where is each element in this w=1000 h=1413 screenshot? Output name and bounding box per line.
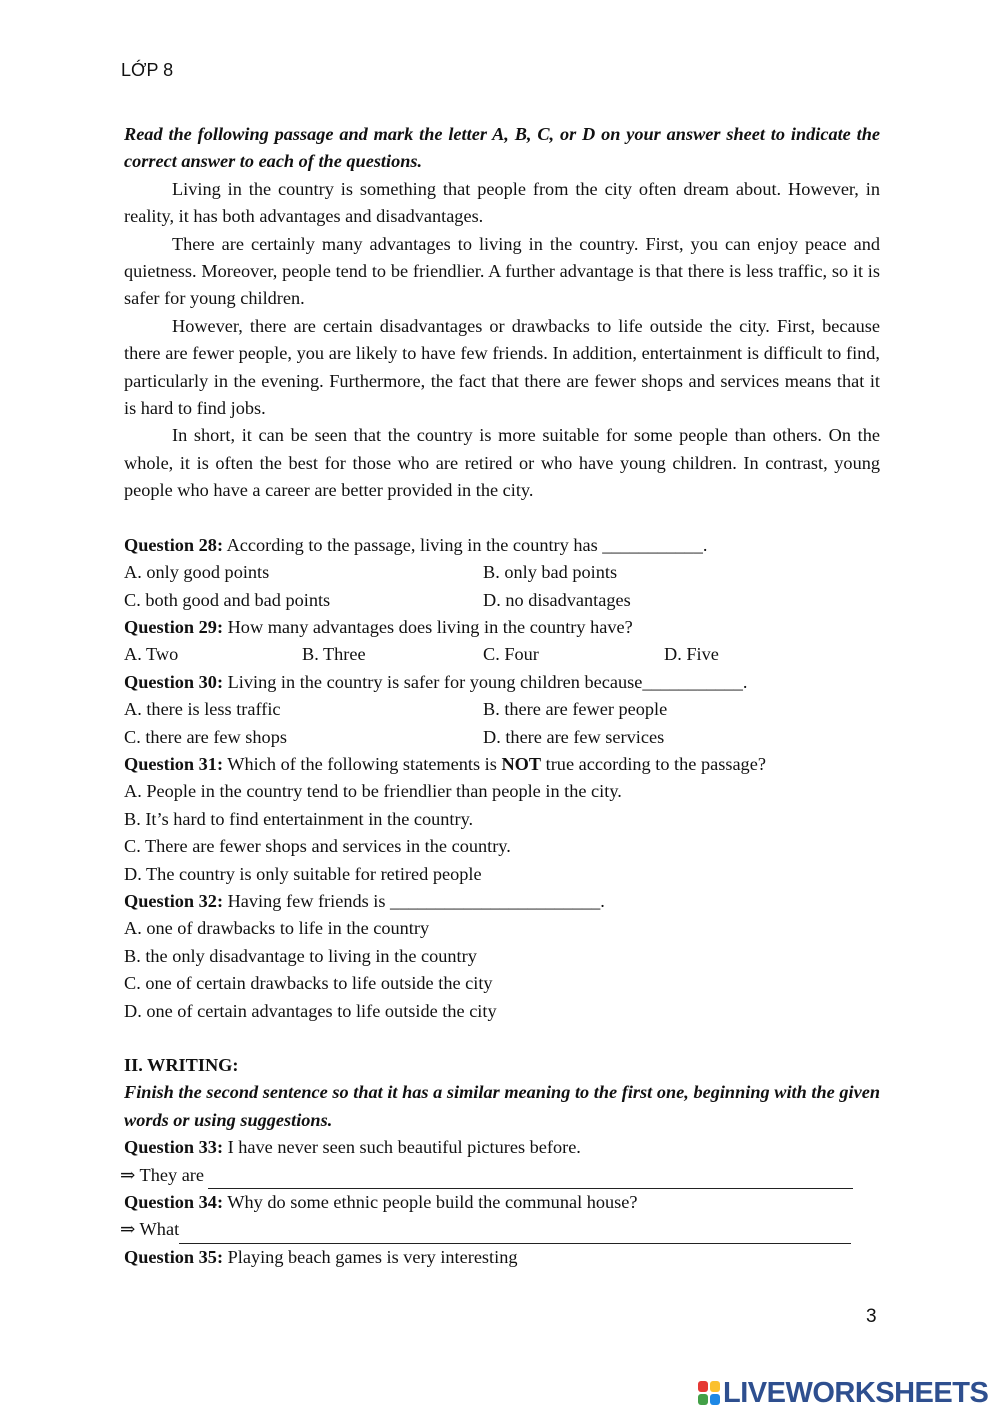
question-text: I have never seen such beautiful pictures before. — [223, 1137, 581, 1158]
question-text: How many advantages does living in the country have? — [223, 616, 633, 637]
liveworksheets-logo[interactable] — [698, 1378, 988, 1408]
q29-option-a[interactable]: A. Two — [124, 644, 179, 665]
q33-answer-blank[interactable] — [208, 1170, 853, 1189]
question-text: Which of the following statements is — [223, 753, 502, 774]
question-text: Playing beach games is very interesting — [223, 1246, 518, 1267]
q31-option-c[interactable]: C. There are fewer shops and services in the country. — [124, 836, 511, 857]
question-32 — [124, 888, 880, 915]
question-28 — [124, 532, 880, 559]
liveworksheets-icon — [698, 1381, 720, 1405]
question-label: Question 33: — [124, 1137, 224, 1158]
question-30 — [124, 669, 880, 696]
q34-answer-blank[interactable] — [179, 1225, 851, 1244]
writing-section-title: II. WRITING: — [124, 1055, 239, 1075]
question-29 — [124, 614, 880, 641]
question-35 — [124, 1244, 880, 1271]
q31-option-b[interactable]: B. It’s hard to find entertainment in the country. — [124, 808, 474, 829]
question-emphasis: NOT — [501, 753, 542, 774]
passage-paragraph-3: However, there are certain disadvantages or drawbacks to life outside the city. First, because there are fewer people, you are likely to have few friends. In addition, entertainment is difficult to find, particularly in the evening. Furthermore, the fact that there are fewer shops and services means that it is hard to find jobs. — [124, 315, 880, 419]
question-label: Question 35: — [124, 1246, 224, 1267]
q29-option-d[interactable]: D. Five — [664, 644, 719, 665]
worksheet-content — [120, 121, 880, 1271]
q32-option-d[interactable]: D. one of certain advantages to life outside the city — [124, 1000, 497, 1021]
question-label: Question 34: — [124, 1192, 224, 1213]
q31-option-a[interactable]: A. People in the country tend to be friendlier than people in the city. — [124, 781, 622, 802]
q30-option-d[interactable]: D. there are few services — [483, 726, 665, 747]
logo-square-yellow — [710, 1381, 720, 1392]
q29-option-b[interactable]: B. Three — [302, 644, 366, 665]
question-label: Question 30: — [124, 671, 224, 692]
question-33 — [124, 1134, 880, 1161]
question-31 — [124, 751, 880, 778]
question-34 — [124, 1189, 880, 1216]
passage-paragraph-1: Living in the country is something that people from the city often dream about. However, in reality, it has both advantages and disadvantages. — [124, 178, 880, 227]
logo-square-green — [698, 1394, 708, 1405]
q28-option-a[interactable]: A. only good points — [124, 562, 270, 583]
question-text: Why do some ethnic people build the communal house? — [223, 1192, 638, 1213]
q29-option-c[interactable]: C. Four — [483, 644, 539, 665]
passage-paragraph-4: In short, it can be seen that the country is more suitable for some people than others. On the whole, it is often the best for those who are retired or who have young children. In contrast, young people who have a career are better provided in the city. — [124, 425, 880, 501]
brand-name: LIVEWORKSHEETS — [723, 1376, 989, 1409]
logo-square-red — [698, 1381, 708, 1392]
writing-instruction: Finish the second sentence so that it has a similar meaning to the first one, beginning with the given words or using suggestions. — [124, 1082, 880, 1130]
question-text: According to the passage, living in the country has ___________. — [223, 534, 708, 555]
q31-option-d[interactable]: D. The country is only suitable for retired people — [124, 863, 482, 884]
q28-option-c[interactable]: C. both good and bad points — [124, 589, 331, 610]
question-text: Living in the country is safer for young children because___________. — [223, 671, 748, 692]
q28-option-d[interactable]: D. no disadvantages — [483, 589, 631, 610]
q30-option-a[interactable]: A. there is less traffic — [124, 699, 281, 720]
q34-answer-prefix: ⇒ What — [120, 1219, 180, 1240]
passage-paragraph-2: There are certainly many advantages to living in the country. First, you can enjoy peace and quietness. Moreover, people tend to be friendlier. A further advantage is that there is less traffic, so it is safer for young children. — [124, 233, 880, 309]
logo-square-blue — [710, 1394, 720, 1405]
q32-option-c[interactable]: C. one of certain drawbacks to life outside the city — [124, 973, 493, 994]
q33-answer-line[interactable] — [120, 1162, 880, 1189]
q30-option-b[interactable]: B. there are fewer people — [483, 699, 668, 720]
question-text-end: true according to the passage? — [541, 753, 766, 774]
reading-instruction: Read the following passage and mark the letter A, B, C, or D on your answer sheet to indicate the correct answer to each of the questions. — [124, 124, 880, 172]
q32-option-b[interactable]: B. the only disadvantage to living in the country — [124, 945, 477, 966]
question-label: Question 32: — [124, 890, 224, 911]
q34-answer-line[interactable] — [120, 1216, 880, 1243]
grade-label: LỚP 8 — [121, 60, 174, 80]
q32-option-a[interactable]: A. one of drawbacks to life in the country — [124, 918, 430, 939]
q28-option-b[interactable]: B. only bad points — [483, 562, 618, 583]
question-label: Question 31: — [124, 753, 224, 774]
question-text: Having few friends is _______________________. — [223, 890, 605, 911]
question-label: Question 29: — [124, 616, 224, 637]
page-number: 3 — [866, 1306, 877, 1327]
q33-answer-prefix: ⇒ They are — [120, 1164, 205, 1185]
q30-option-c[interactable]: C. there are few shops — [124, 726, 287, 747]
question-label: Question 28: — [124, 534, 224, 555]
